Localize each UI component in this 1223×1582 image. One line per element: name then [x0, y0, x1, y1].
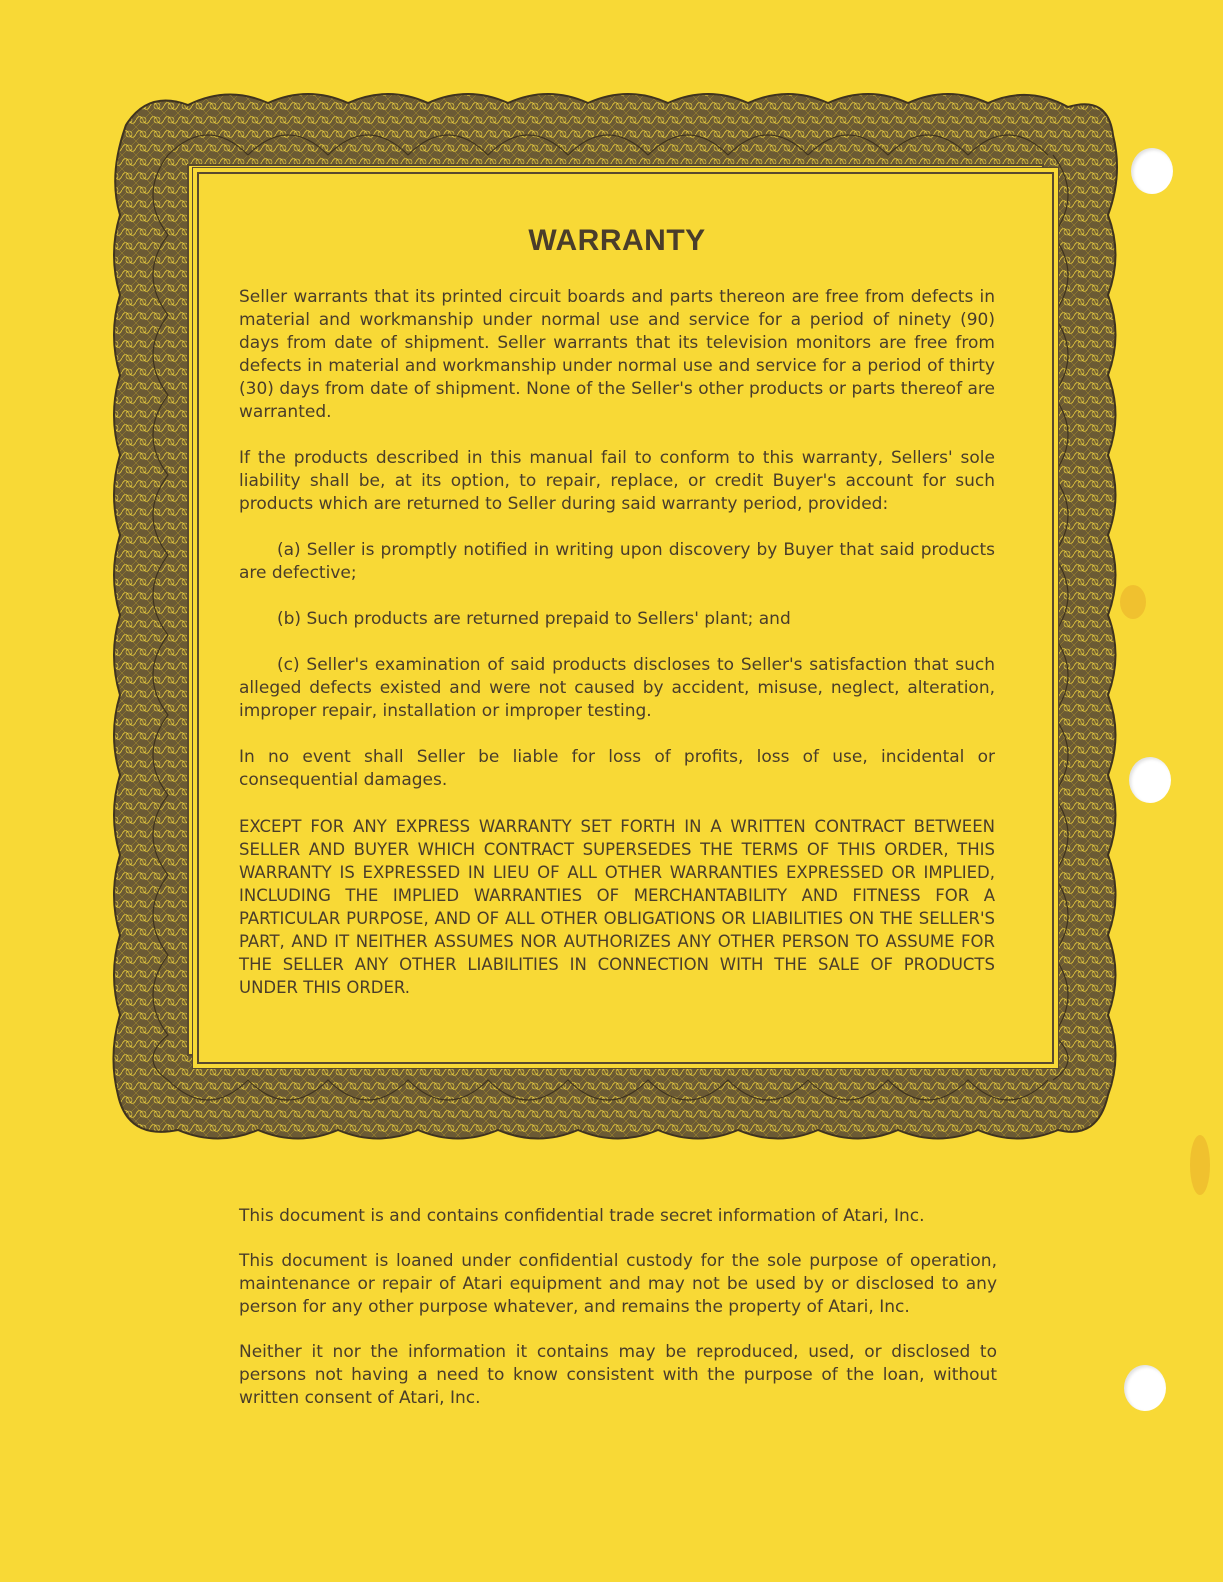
warranty-paragraph-2: If the products described in this manual fail to conform to this warranty, Sellers' sole liability shall be, at its option, to repair, replace, or credit Buyer's account for such products which are returned to Seller during said warranty period, provided: [239, 448, 995, 514]
warranty-disclaimer: EXCEPT FOR ANY EXPRESS WARRANTY SET FORTH IN A WRITTEN CONTRACT BETWEEN SELLER AND BUYER WHICH CONTRACT SUPERSEDES THE TERMS OF THIS ORDER, THIS WARRANTY IS EXPRESSED IN LIEU OF ALL OTHER WARRANTIES EXPRESSED OR IMPLIED, INCLUDING THE IMPLIED WARRANTIES OF MERCHANTABILITY AND FITNESS FOR A PARTICULAR PURPOSE, AND OF ALL OTHER OBLIGATIONS OR LIABILITIES ON THE SELLER'S PART, AND IT NEITHER ASSUMES NOR AUTHORIZES ANY OTHER PERSON TO ASSUME FOR THE SELLER ANY OTHER LIABILITIES IN CONNECTION WITH THE SALE OF PRODUCTS UNDER THIS ORDER. [239, 817, 995, 997]
warranty-paragraph-1: Seller warrants that its printed circuit boards and parts thereon are free from defects in material and workmanship under normal use and service for a period of ninety (90) days from date of shipment. Seller warrants that its television monitors are free from defects in material and workmanship under normal use and service for a period of thirty (30) days from date of shipment. None of the Seller's other products or parts thereof are warranted. [239, 287, 995, 422]
warranty-panel [197, 172, 1054, 1064]
binder-hole-top [1131, 148, 1173, 194]
confidentiality-notice [239, 1205, 997, 1432]
notice-paragraph-2: This document is loaned under confidential custody for the sole purpose of operation, maintenance or repair of Atari equipment and may not be used by or disclosed to any person for any other purpose whatever, and remains the property of Atari, Inc. [239, 1251, 997, 1317]
warranty-condition-c: (c) Seller's examination of said products discloses to Seller's satisfaction that such alleged defects existed and were not caused by accident, misuse, neglect, alteration, improper repair, installation or improper testing. [239, 655, 995, 721]
paper-stain [1120, 585, 1146, 619]
paper-stain [1190, 1135, 1210, 1195]
warranty-title: WARRANTY [528, 224, 706, 257]
warranty-condition-a: (a) Seller is promptly notified in writing upon discovery by Buyer that said products are defective; [239, 540, 995, 583]
warranty-content [239, 224, 995, 1022]
binder-hole-bottom [1124, 1365, 1166, 1411]
warranty-condition-b: (b) Such products are returned prepaid to Sellers' plant; and [277, 609, 791, 629]
notice-paragraph-3: Neither it nor the information it contains may be reproduced, used, or disclosed to persons not having a need to know consistent with the purpose of the loan, without written consent of Atari, Inc. [239, 1342, 997, 1408]
warranty-paragraph-3: In no event shall Seller be liable for loss of profits, loss of use, incidental or consequential damages. [239, 747, 995, 790]
notice-paragraph-1: This document is and contains confidential trade secret information of Atari, Inc. [239, 1206, 925, 1226]
binder-hole-middle [1129, 757, 1171, 803]
